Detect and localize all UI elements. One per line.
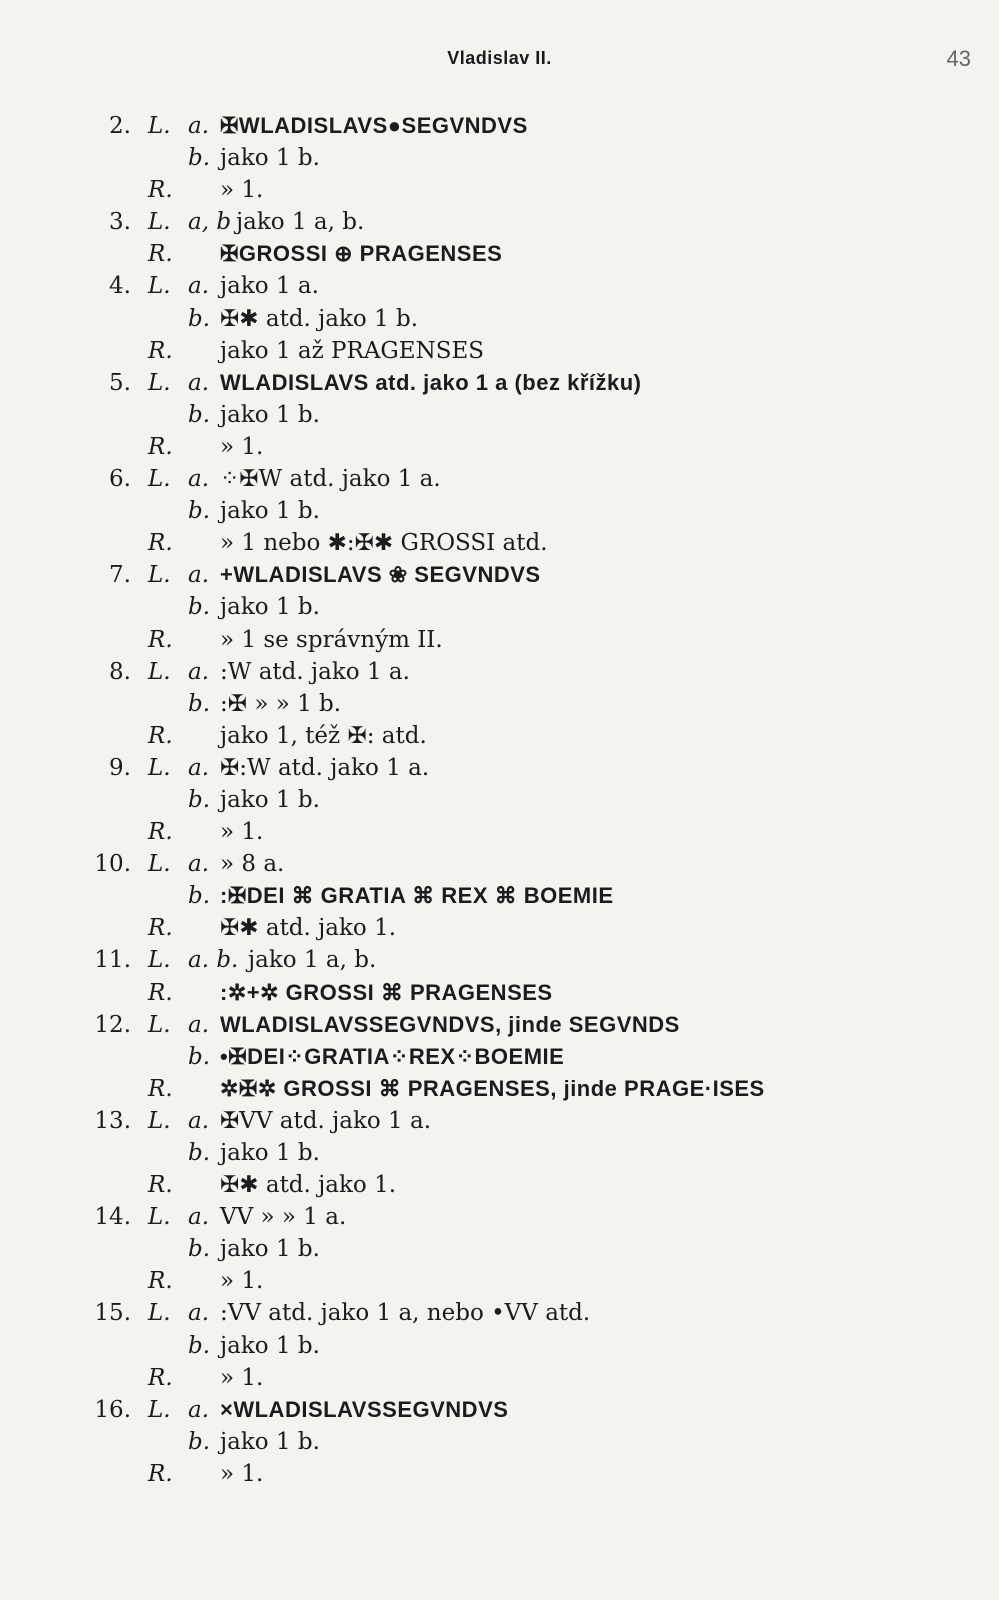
legend-text: jako 1 a, b. [248,947,377,974]
coin-variant-list [0,110,999,1490]
variant-label: b. [188,498,211,525]
entry-line [0,848,999,880]
entry-number: 2. [109,113,131,139]
side-label: L. [148,466,171,493]
entry-line [0,1233,999,1265]
legend-text: » 1. [220,433,264,460]
legend-text: jako 1 b. [220,1428,320,1455]
entry-line [0,1105,999,1137]
entry-line [0,1041,999,1073]
variant-label: a. [188,1396,210,1423]
legend-text: » 1 nebo ✱:✠✱ GROSSI atd. [220,530,548,557]
entry-line [0,142,999,174]
legend-text: •✠DEI⁘GRATIA⁘REX⁘BOEMIE [220,1043,565,1069]
entry-line [0,495,999,527]
entry-line [0,270,999,302]
legend-text: » 1. [220,1364,264,1391]
entry-line [0,431,999,463]
entry-number: 11. [94,947,131,974]
side-label: R. [148,1364,173,1391]
variant-label: b. [188,883,211,910]
legend-text: WLADISLAVSSEGVNDVS, jinde SEGVNDS [220,1011,680,1037]
entry-line [0,720,999,752]
side-label: R. [148,722,173,749]
legend-text: ⁘✠W atd. jako 1 a. [220,466,441,493]
variant-label: a. [188,851,210,878]
entry-line [0,206,999,238]
entry-line [0,977,999,1009]
legend-text: ✠VV atd. jako 1 a. [220,1107,432,1134]
legend-text: ✠WLADISLAVS●SEGVNDVS [220,113,528,138]
side-label: L. [148,1011,171,1038]
legend-text: :✲+✲ GROSSI ⌘ PRAGENSES [220,979,553,1005]
entry-number: 9. [109,754,131,781]
legend-text: VV » » 1 a. [220,1204,347,1231]
side-label: R. [148,1075,173,1102]
entry-line [0,1426,999,1458]
entry-line [0,1201,999,1233]
entry-line [0,559,999,591]
legend-text: jako 1 b. [220,1332,320,1359]
side-label: R. [148,241,173,268]
side-label: R. [148,819,173,846]
legend-text: :VV atd. jako 1 a, nebo •VV atd. [220,1300,591,1327]
entry-line [0,463,999,495]
entry-number: 8. [109,658,131,685]
variant-label: a. [188,1300,210,1327]
variant-label: b. [188,401,211,428]
side-label: R. [148,1172,173,1199]
legend-text: :W atd. jako 1 a. [220,658,410,685]
entry-line [0,303,999,335]
legend-text: jako 1 b. [220,401,320,428]
variant-label: b. [188,305,211,332]
entry-line [0,944,999,976]
side-label: R. [148,177,173,204]
legend-text: ✠:W atd. jako 1 a. [220,754,430,781]
entry-number: 10. [94,851,131,878]
entry-line [0,110,999,142]
legend-text: jako 1 a, b. [236,209,365,236]
legend-text: WLADISLAVS atd. jako 1 a (bez křížku) [220,369,642,395]
side-label: L. [148,369,171,396]
side-label: L. [148,273,171,300]
side-label: R. [148,337,173,364]
legend-text: :✠DEI ⌘ GRATIA ⌘ REX ⌘ BOEMIE [220,883,614,909]
entry-number: 12. [94,1011,131,1038]
entry-line [0,1169,999,1201]
variant-label: a. [188,466,210,493]
entry-line [0,816,999,848]
entry-line [0,1297,999,1329]
entry-line [0,238,999,270]
entry-line [0,335,999,367]
legend-text: jako 1 b. [220,1236,320,1263]
variant-label: a. [188,1011,210,1038]
variant-label: a, b [188,209,232,236]
variant-label: b. [188,690,211,717]
legend-text: jako 1 b. [220,145,320,172]
entry-line [0,752,999,784]
variant-label: a. [188,1107,210,1134]
variant-label: a. [188,754,210,781]
variant-label: b. [188,1236,211,1263]
side-label: R. [148,1268,173,1295]
variant-label: a. [188,562,210,589]
entry-line [0,174,999,206]
side-label: L. [148,209,171,236]
legend-text: ×WLADISLAVSSEGVNDVS [220,1396,509,1422]
entry-number: 7. [109,562,131,589]
legend-text: jako 1 a. [220,273,319,300]
entry-line [0,399,999,431]
entry-line [0,1009,999,1041]
legend-text: jako 1 b. [220,498,320,525]
entry-line [0,1137,999,1169]
entry-line [0,688,999,720]
entry-line [0,880,999,912]
side-label: R. [148,1460,173,1487]
entry-line [0,1330,999,1362]
entry-number: 6. [109,466,131,493]
variant-label: a. b. [188,947,239,974]
side-label: R. [148,530,173,557]
page-number: 43 [946,46,971,71]
entry-line [0,367,999,399]
legend-text: jako 1 až PRAGENSES [220,337,485,364]
variant-label: a. [188,369,210,396]
side-label: L. [148,851,171,878]
entry-line [0,1265,999,1297]
side-label: R. [148,979,173,1006]
side-label: R. [148,433,173,460]
legend-text: jako 1 b. [220,1140,320,1166]
legend-text: ✲✠✲ GROSSI ⌘ PRAGENSES, jinde PRAGE·ISES [220,1075,765,1101]
variant-label: b. [188,594,211,621]
variant-label: a. [188,273,210,300]
variant-label: b. [188,145,211,172]
entry-line [0,1458,999,1490]
legend-text: +WLADISLAVS ❀ SEGVNDVS [220,562,541,588]
side-label: R. [148,626,173,653]
side-label: L. [148,562,171,589]
legend-text: ✠✱ atd. jako 1. [220,915,397,942]
variant-label: b. [188,1332,211,1359]
entry-number: 16. [94,1396,131,1423]
side-label: L. [148,947,171,974]
variant-label: b. [188,786,211,813]
entry-number: 13. [94,1107,131,1134]
entry-number: 3. [109,209,131,236]
entry-number: 4. [109,273,131,300]
entry-line [0,1394,999,1426]
side-label: L. [148,1300,171,1327]
side-label: R. [148,915,173,942]
legend-text: » 1. [220,819,264,846]
entry-line [0,527,999,559]
variant-label: a. [188,658,210,685]
legend-text: :✠ » » 1 b. [220,690,342,717]
legend-text: » 8 a. [220,851,285,878]
running-head: Vladislav II. [447,48,552,68]
side-label: L. [148,754,171,781]
side-label: L. [148,658,171,685]
entry-line [0,624,999,656]
legend-text: ✠✱ atd. jako 1 b. [220,305,419,332]
legend-text: » 1. [220,1268,264,1295]
entry-line [0,912,999,944]
variant-label: b. [188,1428,211,1455]
side-label: L. [148,113,171,139]
entry-number: 14. [94,1204,131,1231]
legend-text: » 1. [220,1460,264,1487]
variant-label: b. [188,1043,211,1070]
entry-line [0,784,999,816]
legend-text: jako 1 b. [220,786,320,813]
legend-text: » 1 se správným II. [220,626,443,653]
variant-label: b. [188,1140,211,1166]
entry-line [0,591,999,623]
legend-text: » 1. [220,177,264,204]
variant-label: a. [188,113,210,139]
side-label: L. [148,1107,171,1134]
entry-number: 15. [94,1300,131,1327]
legend-text: jako 1 b. [220,594,320,621]
variant-label: a. [188,1204,210,1231]
legend-text: ✠GROSSI ⊕ PRAGENSES [220,241,503,267]
entry-line [0,656,999,688]
entry-number: 5. [109,369,131,396]
legend-text: ✠✱ atd. jako 1. [220,1172,397,1199]
side-label: L. [148,1204,171,1231]
entry-line [0,1362,999,1394]
side-label: L. [148,1396,171,1423]
legend-text: jako 1, též ✠: atd. [220,722,427,749]
entry-line [0,1073,999,1105]
